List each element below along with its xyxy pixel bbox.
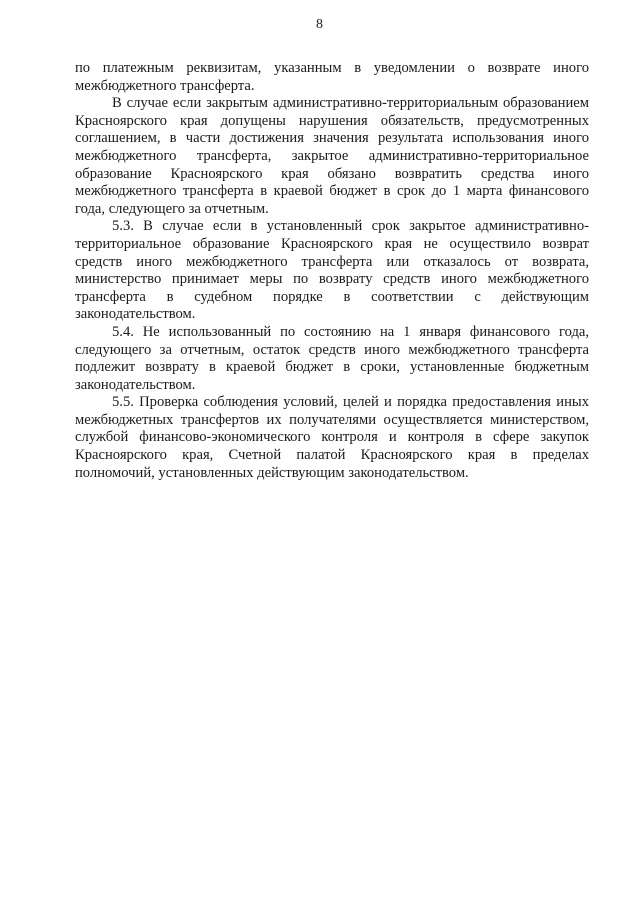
paragraph-5-5: 5.5. Проверка соблюдения условий, целей и порядка предоставления иных межбюджетных трансфертов их получателями осуществляется министерством, службой финансово-экономического контроля и контроля в сфере закупок Красноярского края, Счетной палатой Красноярского края в пределах полномочий, установленных действующим законодательством. [75,394,589,481]
paragraph-5-3: 5.3. В случае если в установленный срок закрытое административно-территориальное образование Красноярского края не осуществило возврат средств иного межбюджетного трансферта или отказалось от возврата, министерство принимает меры по возврату средств иного межбюджетного трансферта в судебном порядке в соответствии с действующим законодательством. [75,218,589,323]
page-number: 8 [316,17,323,32]
paragraph-continuation: по платежным реквизитам, указанным в уведомлении о возврате иного межбюджетного трансферта. [75,60,589,94]
document-body [75,60,589,482]
paragraph-violation-return: В случае если закрытым административно-территориальным образованием Красноярского края допущены нарушения обязательств, предусмотренных соглашением, в части достижения значения результата использования иного межбюджетного трансферта, закрытое административно-территориальное образование Красноярского края обязано возвратить средства иного межбюджетного трансферта в краевой бюджет в срок до 1 марта финансового года, следующего за отчетным. [75,95,589,217]
paragraph-5-4: 5.4. Не использованный по состоянию на 1 января финансового года, следующего за отчетным, остаток средств иного межбюджетного трансферта подлежит возврату в краевой бюджет в сроки, установленные бюджетным законодательством. [75,323,589,393]
